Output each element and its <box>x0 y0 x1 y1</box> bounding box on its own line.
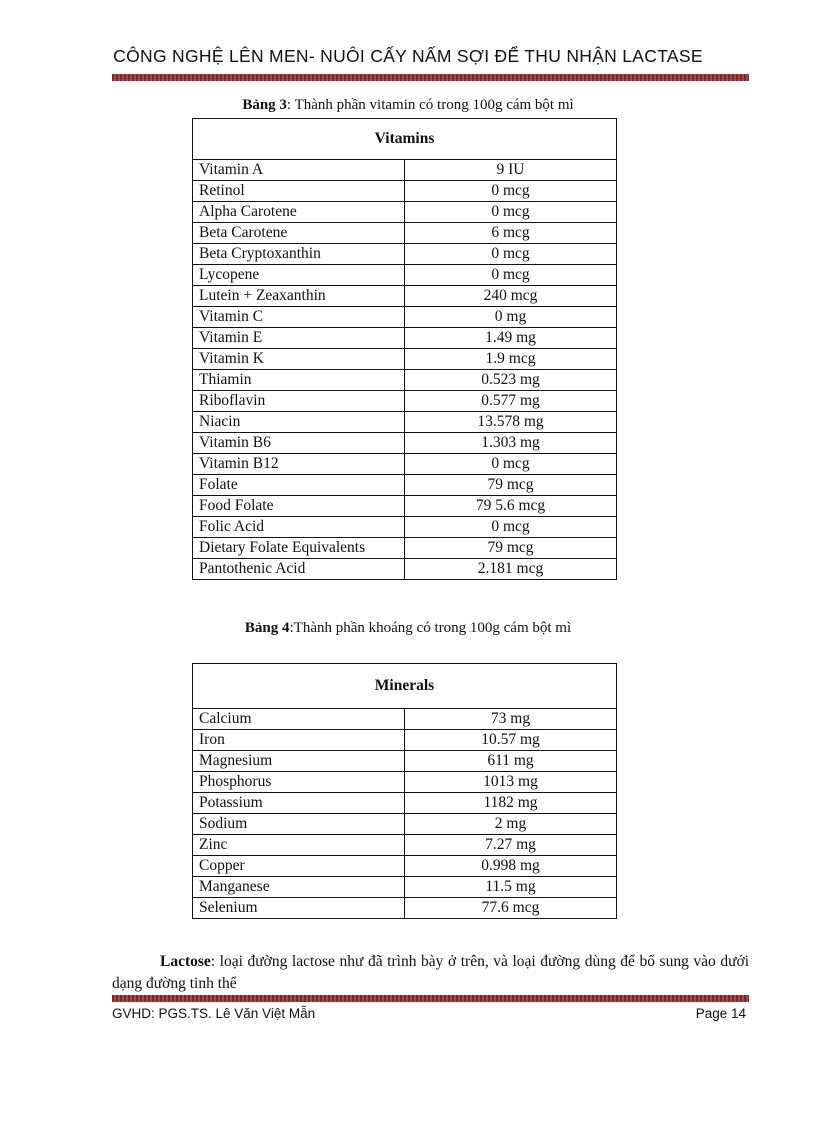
row-name: Potassium <box>193 793 405 814</box>
row-name: Manganese <box>193 877 405 898</box>
table-row <box>193 265 617 286</box>
table3-caption-label: Bảng 3 <box>242 97 287 113</box>
row-value: 1.9 mcg <box>405 349 617 370</box>
row-value: 0.998 mg <box>405 856 617 877</box>
row-name: Niacin <box>193 412 405 433</box>
lactose-paragraph <box>112 951 749 995</box>
row-value: 0 mcg <box>405 265 617 286</box>
table-row <box>193 181 617 202</box>
row-name: Lutein + Zeaxanthin <box>193 286 405 307</box>
row-value: 6 mcg <box>405 223 617 244</box>
row-name: Selenium <box>193 898 405 919</box>
footer-supervisor: GVHD: PGS.TS. Lê Văn Việt Mẫn <box>112 1006 316 1021</box>
row-name: Food Folate <box>193 496 405 517</box>
row-value: 1182 mg <box>405 793 617 814</box>
table-row <box>193 538 617 559</box>
table-row <box>193 835 617 856</box>
row-value: 77.6 mcg <box>405 898 617 919</box>
table-row <box>193 286 617 307</box>
row-value: 0.577 mg <box>405 391 617 412</box>
row-value: 0 mcg <box>405 517 617 538</box>
table-row <box>193 898 617 919</box>
row-name: Lycopene <box>193 265 405 286</box>
table4-caption-text: :Thành phần khoáng có trong 100g cám bột mì <box>289 620 572 636</box>
vitamins-table <box>192 118 617 580</box>
row-name: Calcium <box>193 709 405 730</box>
row-name: Retinol <box>193 181 405 202</box>
row-name: Thiamin <box>193 370 405 391</box>
row-name: Beta Carotene <box>193 223 405 244</box>
lactose-lead-term: Lactose <box>160 953 211 970</box>
header-divider <box>112 74 749 81</box>
row-name: Alpha Carotene <box>193 202 405 223</box>
row-value: 79 mcg <box>405 475 617 496</box>
table-row <box>193 433 617 454</box>
row-value: 1.303 mg <box>405 433 617 454</box>
row-name: Copper <box>193 856 405 877</box>
row-name: Vitamin B6 <box>193 433 405 454</box>
row-value: 0 mg <box>405 307 617 328</box>
row-name: Sodium <box>193 814 405 835</box>
table-row <box>193 412 617 433</box>
row-value: 79 5.6 mcg <box>405 496 617 517</box>
row-value: 1013 mg <box>405 772 617 793</box>
table-row <box>193 517 617 538</box>
row-name: Vitamin A <box>193 160 405 181</box>
table3-caption-text: : Thành phần vitamin có trong 100g cám bột mì <box>286 97 574 113</box>
row-value: 0 mcg <box>405 181 617 202</box>
table-row <box>193 223 617 244</box>
row-name: Vitamin K <box>193 349 405 370</box>
table-row <box>193 559 617 580</box>
page-header-title: CÔNG NGHỆ LÊN MEN- NUÔI CẤY NẤM SỢI ĐỂ THU NHẬN LACTASE <box>113 46 703 66</box>
table-row <box>193 496 617 517</box>
table-row <box>193 751 617 772</box>
row-name: Phosphorus <box>193 772 405 793</box>
row-value: 2 mg <box>405 814 617 835</box>
row-name: Zinc <box>193 835 405 856</box>
table4-caption-label: Bảng 4 <box>244 620 290 636</box>
row-value: 13.578 mg <box>405 412 617 433</box>
footer-divider <box>112 995 749 1002</box>
table-row <box>193 454 617 475</box>
row-value: 73 mg <box>405 709 617 730</box>
row-name: Folic Acid <box>193 517 405 538</box>
table-row <box>193 475 617 496</box>
row-value: 0 mcg <box>405 244 617 265</box>
table-row <box>193 709 617 730</box>
row-name: Dietary Folate Equivalents <box>193 538 405 559</box>
table-row <box>193 328 617 349</box>
row-value: 2.181 mcg <box>405 559 617 580</box>
table-row <box>193 730 617 751</box>
row-value: 9 IU <box>405 160 617 181</box>
row-value: 611 mg <box>405 751 617 772</box>
row-name: Magnesium <box>193 751 405 772</box>
table-row <box>193 307 617 328</box>
row-name: Vitamin E <box>193 328 405 349</box>
row-value: 0 mcg <box>405 202 617 223</box>
row-value: 0.523 mg <box>405 370 617 391</box>
table4-caption <box>0 620 816 637</box>
table-row <box>193 772 617 793</box>
vitamins-table-heading: Vitamins <box>193 119 617 160</box>
row-name: Beta Cryptoxanthin <box>193 244 405 265</box>
row-name: Vitamin B12 <box>193 454 405 475</box>
table3-caption <box>0 97 816 114</box>
table-row <box>193 349 617 370</box>
row-value: 10.57 mg <box>405 730 617 751</box>
minerals-table <box>192 663 617 919</box>
table-row <box>193 856 617 877</box>
footer-page-number: Page 14 <box>695 1006 746 1021</box>
row-value: 79 mcg <box>405 538 617 559</box>
row-name: Pantothenic Acid <box>193 559 405 580</box>
row-name: Iron <box>193 730 405 751</box>
minerals-table-heading: Minerals <box>193 664 617 709</box>
table-row <box>193 793 617 814</box>
table-row <box>193 877 617 898</box>
table-row <box>193 202 617 223</box>
row-value: 1.49 mg <box>405 328 617 349</box>
table-row <box>193 391 617 412</box>
table-row <box>193 160 617 181</box>
table-row <box>193 370 617 391</box>
row-value: 240 mcg <box>405 286 617 307</box>
table-row <box>193 814 617 835</box>
table-row <box>193 244 617 265</box>
row-name: Folate <box>193 475 405 496</box>
row-name: Riboflavin <box>193 391 405 412</box>
row-value: 7.27 mg <box>405 835 617 856</box>
lactose-paragraph-text: : loại đường lactose như đã trình bày ở trên, và loại đường dùng để bổ sung vào dưới dạng đường tinh thể <box>112 953 749 992</box>
row-name: Vitamin C <box>193 307 405 328</box>
row-value: 0 mcg <box>405 454 617 475</box>
row-value: 11.5 mg <box>405 877 617 898</box>
